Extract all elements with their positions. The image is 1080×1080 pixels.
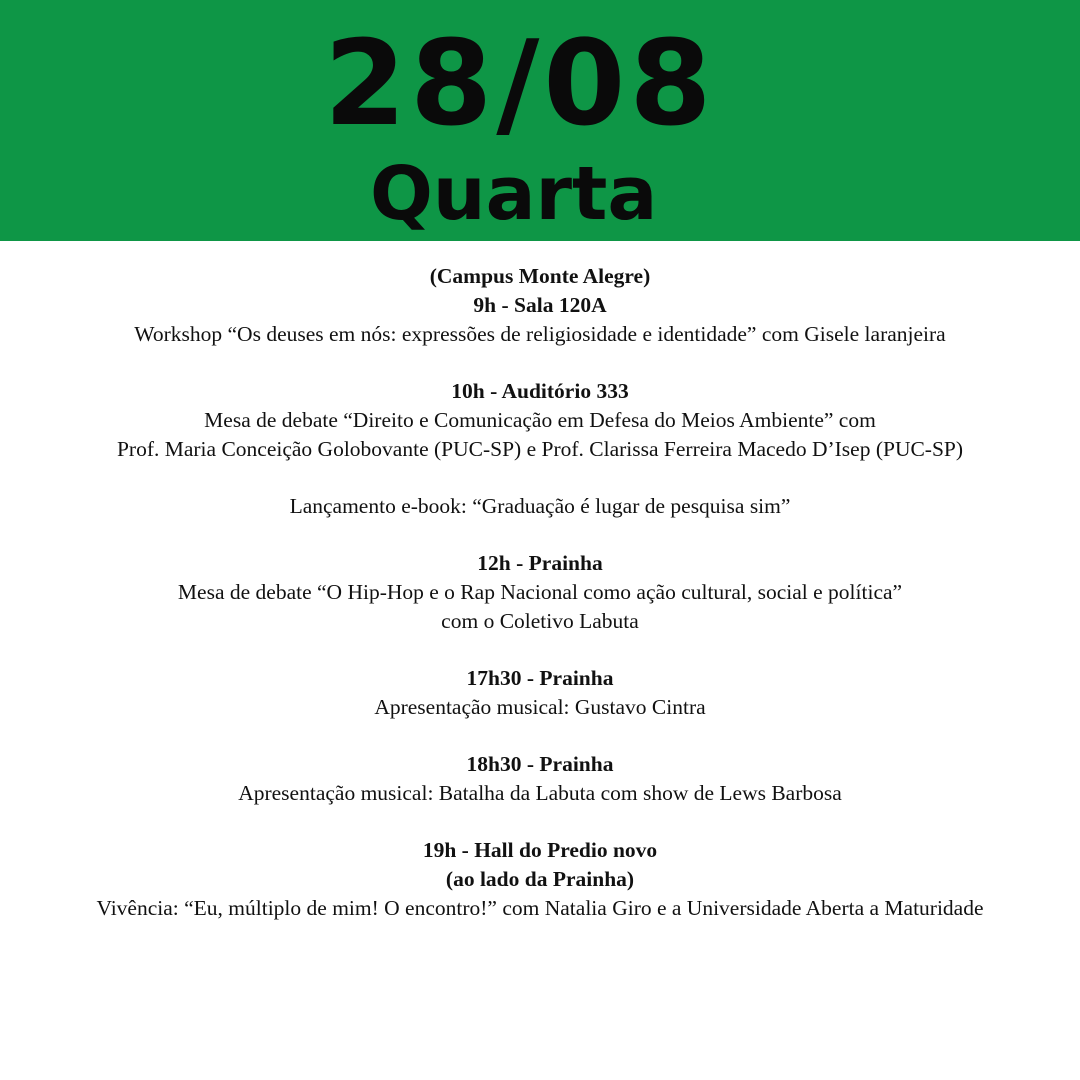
schedule-description: Apresentação musical: Gustavo Cintra bbox=[374, 695, 706, 719]
schedule-description: Mesa de debate “Direito e Comunicação em Defesa do Meios Ambiente” com bbox=[204, 408, 876, 432]
campus-label: (Campus Monte Alegre) bbox=[429, 264, 651, 288]
schedule-item-18h30 bbox=[0, 750, 1080, 808]
schedule-description: Workshop “Os deuses em nós: expressões de religiosidade e identidade” com Gisele laranjeira bbox=[134, 322, 946, 346]
schedule-time-place: 12h - Prainha bbox=[477, 551, 603, 575]
spacer bbox=[0, 722, 1080, 750]
header-banner bbox=[0, 0, 1080, 241]
spacer bbox=[0, 636, 1080, 664]
schedule-time-place: 18h30 - Prainha bbox=[466, 752, 614, 776]
schedule-description: com o Coletivo Labuta bbox=[441, 609, 639, 633]
event-weekday: Quarta bbox=[370, 151, 658, 237]
schedule-time-place: 9h - Sala 120A bbox=[473, 293, 607, 317]
schedule-item-17h30 bbox=[0, 664, 1080, 722]
schedule-description: Apresentação musical: Batalha da Labuta com show de Lews Barbosa bbox=[238, 781, 842, 805]
schedule-time-place: 19h - Hall do Predio novo bbox=[422, 838, 658, 862]
spacer bbox=[0, 808, 1080, 836]
schedule-item-10h bbox=[0, 377, 1080, 521]
spacer bbox=[0, 521, 1080, 549]
schedule bbox=[0, 262, 1080, 923]
schedule-item-12h bbox=[0, 549, 1080, 636]
spacer bbox=[0, 349, 1080, 377]
event-date: 28/08 bbox=[324, 14, 716, 152]
schedule-description: Vivência: “Eu, múltiplo de mim! O encontro!” com Natalia Giro e a Universidade Aberta a Maturidade bbox=[96, 896, 984, 920]
schedule-item-19h bbox=[0, 836, 1080, 923]
schedule-time-place: 17h30 - Prainha bbox=[466, 666, 614, 690]
schedule-item-9h bbox=[0, 291, 1080, 349]
schedule-location-note: (ao lado da Prainha) bbox=[445, 867, 635, 891]
schedule-description: Mesa de debate “O Hip-Hop e o Rap Nacional como ação cultural, social e política” bbox=[177, 580, 903, 604]
schedule-description: Prof. Maria Conceição Golobovante (PUC-SP) e Prof. Clarissa Ferreira Macedo D’Isep (PUC-SP) bbox=[116, 437, 964, 461]
schedule-time-place: 10h - Auditório 333 bbox=[451, 379, 629, 403]
spacer bbox=[0, 464, 1080, 492]
ebook-launch: Lançamento e-book: “Graduação é lugar de pesquisa sim” bbox=[289, 494, 791, 518]
